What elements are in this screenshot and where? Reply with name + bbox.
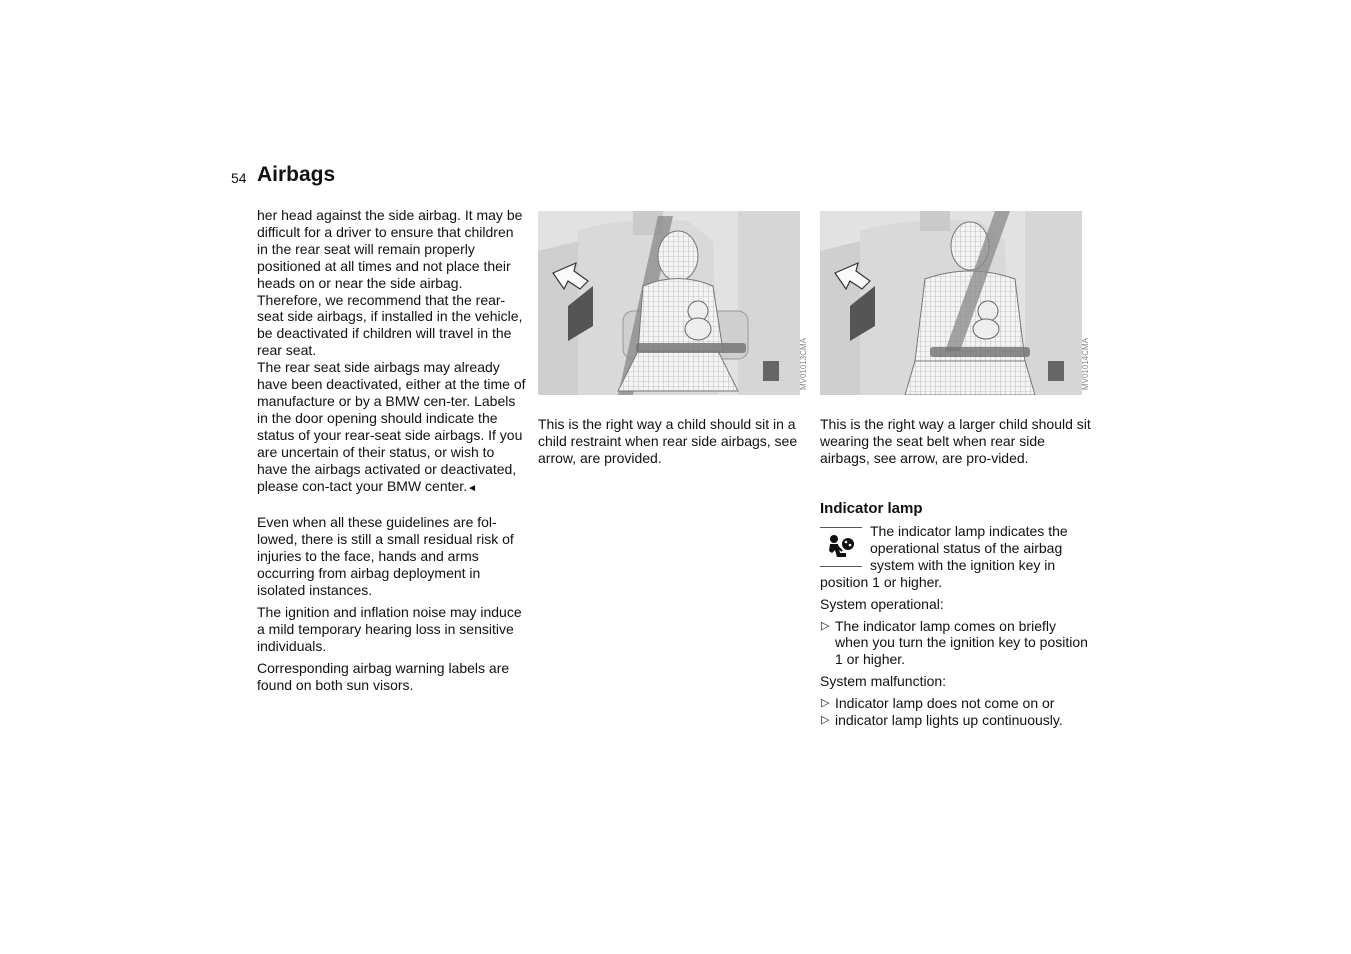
bullet-icon: ▷	[821, 697, 830, 710]
paragraph: The indicator lamp indicates the operational status of the airbag system with the ignition key in position 1 or higher.	[820, 523, 1068, 590]
figure-code: MV01013CMA	[799, 338, 808, 391]
list-item	[820, 618, 1092, 669]
bullet-icon: ▷	[821, 619, 830, 632]
status-label: System malfunction:	[820, 673, 947, 690]
paragraph: The ignition and inflation noise may induce a mild temporary hearing loss in sensitive individuals.	[257, 603, 522, 654]
page-number: 54	[231, 170, 247, 186]
paragraph: Even when all these guidelines are fol-lowed, there is still a small residual risk of injuries to the face, hands and arms occurring from airbag deployment in isolated instances.	[257, 514, 514, 599]
indicator-section	[820, 523, 1092, 729]
list-item-text: The indicator lamp comes on briefly when you turn the ignition key to position 1 or higher.	[835, 617, 1088, 668]
list-item-text: indicator lamp lights up continuously.	[835, 712, 1063, 729]
paragraph-text: The rear seat side airbags may already have been deactivated, either at the time of manufacture or by a BMW cen-ter. Labels in the door opening should indicate the status of your rear-seat side airbags. If you are uncertain of their status, or wish to have the airbags activated or deactivated, please con-tact your BMW center.	[257, 359, 526, 494]
paragraph	[257, 359, 527, 497]
airbag-warning-icon	[820, 527, 862, 567]
figure-caption: This is the right way a larger child should sit wearing the seat belt when rear side airbags, see arrow, are pro-vided.	[820, 416, 1091, 466]
figure-child-restraint	[538, 211, 800, 395]
column-left	[257, 207, 527, 693]
figure-larger-child-belt	[820, 211, 1082, 395]
figure-caption: This is the right way a child should sit in a child restraint when rear side airbags, see arrow, are provided.	[538, 416, 798, 466]
list-item	[820, 712, 1092, 729]
paragraph: Corresponding airbag warning labels are found on both sun visors.	[257, 659, 510, 693]
end-mark-icon: ◄	[467, 482, 477, 494]
bullet-icon: ▷	[821, 714, 830, 727]
section-heading: Indicator lamp	[820, 500, 923, 517]
page-title: Airbags	[257, 163, 336, 186]
figure-code: MV01014CMA	[1081, 338, 1090, 391]
paragraph: her head against the side airbag. It may be difficult for a driver to ensure that children in the rear seat will remain properly positioned at all times and not place their heads on or near the side airbag. Therefore, we recommend that the rear-seat side airbags, if installed in the vehicle, be deactivated if children will travel in the rear seat.	[257, 207, 523, 359]
list-item	[820, 695, 1092, 712]
status-label: System operational:	[820, 595, 944, 612]
list-item-text: Indicator lamp does not come on or	[835, 695, 1055, 712]
